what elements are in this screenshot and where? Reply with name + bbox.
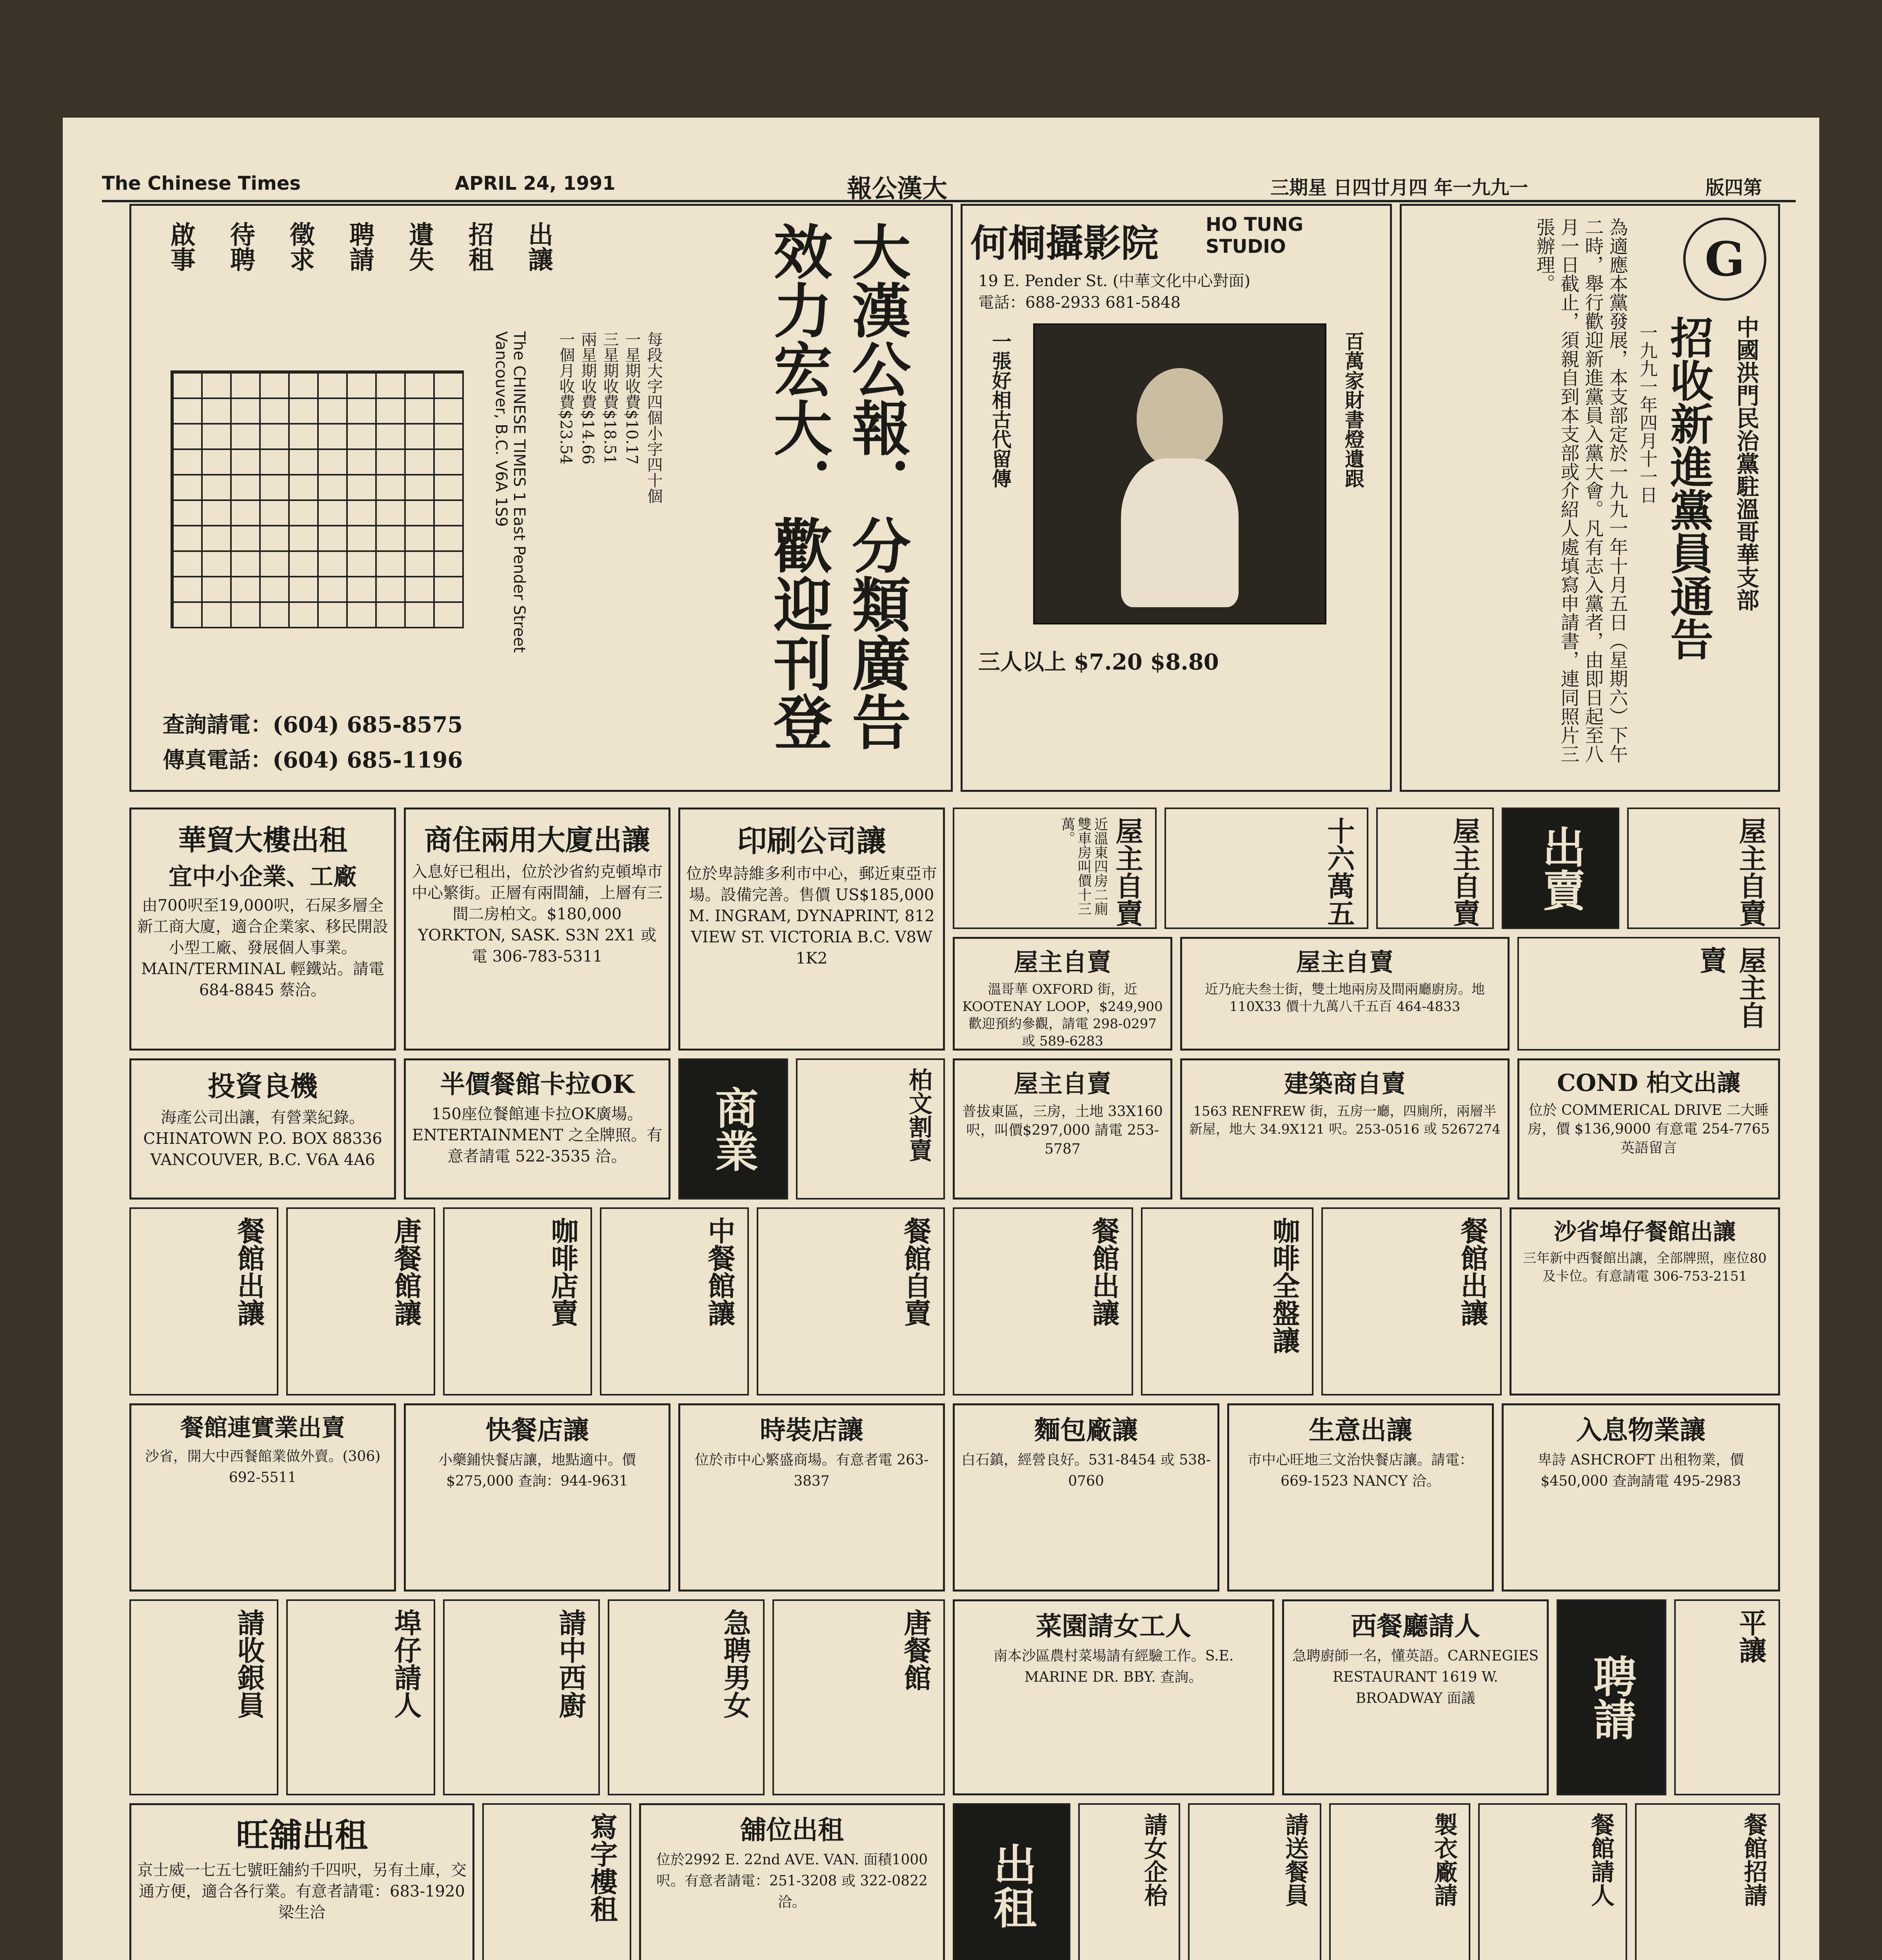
small-ad	[772, 1599, 945, 1795]
portrait-face	[1137, 368, 1223, 470]
ad-title: 麵包廠讓	[1034, 1415, 1138, 1445]
small-ad	[482, 1803, 631, 1960]
section-label-hiring	[1557, 1599, 1666, 1795]
small-ad	[1478, 1803, 1627, 1960]
small-ad-title: 咖啡全盤讓	[1268, 1217, 1301, 1354]
rate-line: 每段大字四個小字四十個	[645, 331, 663, 504]
small-ad	[129, 1599, 278, 1795]
ad-title: 旺舖出租	[236, 1816, 368, 1855]
mid-ad	[1517, 1058, 1780, 1200]
photo-caption-left: 一張好相古代留傳	[989, 331, 1012, 488]
studio-ad	[961, 204, 1392, 792]
mid-ad	[1180, 1058, 1510, 1200]
issue-date: APRIL 24, 1991	[455, 172, 616, 194]
small-ad	[953, 1207, 1133, 1396]
studio-prices: 三人以上 $7.20 $8.80	[978, 649, 1219, 675]
notice-date: 一九九一年四月十一日	[1637, 323, 1658, 504]
ad-body: 急聘廚師一名，懂英語。CARNEGIES RESTAURANT 1619 W. BROADWAY 面議	[1292, 1648, 1539, 1706]
ad-title: COND 柏文出讓	[1557, 1069, 1740, 1097]
section-label-rent	[953, 1803, 1070, 1960]
ad-title: 入息物業讓	[1576, 1415, 1706, 1445]
row3-ad	[953, 1403, 1219, 1592]
ad-body: 京士威一七五七號旺舖約千四呎，另有土庫，交通方便，適合各行業。有意者請電：683-1920 梁生洽	[137, 1861, 467, 1922]
ad-title: 屋主自賣	[1014, 948, 1111, 976]
ad-title: 菜園請女工人	[1036, 1611, 1191, 1641]
chinese-title: 報公漢大	[847, 174, 947, 203]
ad-title: 生意出讓	[1309, 1415, 1412, 1445]
studio-address: 19 E. Pender St. (中華文化中心對面)	[978, 272, 1251, 290]
section-label-text: 聘請	[1586, 1654, 1637, 1740]
small-ad-title: 屋主自賣	[1111, 817, 1144, 927]
section-label-text: 出賣	[1535, 825, 1586, 911]
section-label-text: 商業	[708, 1086, 759, 1172]
party-notice	[1400, 204, 1780, 792]
ad-title: 餐館連實業出賣	[180, 1414, 345, 1442]
category-label: 待聘	[226, 221, 255, 272]
row3-ad	[1227, 1403, 1494, 1592]
small-ad-title: 餐館招請	[1740, 1813, 1768, 1907]
small-ad-title: 十六萬五	[1323, 817, 1355, 927]
category-label: 聘請	[345, 221, 374, 272]
ad-body: 近乃庇夫叁士街，雙土地兩房及間兩廳廚房。地 110X33 價十九萬八千五百 464-4833	[1205, 982, 1485, 1014]
rate-line: 三星期收費$18.51	[601, 331, 619, 465]
ad-body: 1563 RENFREW 街，五房一廳，四廁所，兩層半新屋，地大 34.9X121 呎。253-0516 或 5267274	[1189, 1103, 1501, 1137]
ad-karaoke	[404, 1058, 670, 1200]
ad-body: 卑詩 ASHCROFT 出租物業，價$450,000 查詢請電 495-2983	[1537, 1452, 1744, 1489]
ad-body: 南本沙區農村菜場請有經驗工作。S.E. MARINE DR. BBY. 查詢。	[993, 1648, 1234, 1685]
mid-ad	[1180, 937, 1510, 1051]
ad-body: 溫哥華 OXFORD 街，近 KOOTENAY LOOP，$249,900 歡迎預約參觀，請電 298-0297 或 589-6283	[962, 982, 1163, 1049]
ad-title: 屋主自賣	[1296, 948, 1393, 976]
category-label: 遺失	[405, 221, 434, 272]
section-label-business	[678, 1058, 788, 1200]
ad-title: 投資良機	[208, 1070, 318, 1102]
portrait-beard	[1121, 458, 1239, 607]
chinese-date: 三期星 日四廿月四 年一九九一	[1270, 177, 1528, 199]
category-label: 啟事	[166, 221, 196, 272]
ad-dual-building	[404, 808, 670, 1051]
small-ad	[1078, 1803, 1180, 1960]
ad-title: 沙省埠仔餐館出讓	[1553, 1218, 1736, 1245]
ad-trade-building	[129, 808, 396, 1051]
section-label-sale	[1502, 808, 1619, 929]
small-ad-title: 寫字樓租	[586, 1813, 618, 1922]
small-ad-title: 唐餐館	[899, 1609, 932, 1691]
rate-line: 兩星期收費$14.66	[579, 331, 597, 465]
ad-title: 屋主自賣	[1014, 1069, 1111, 1098]
rate-line: 一個月收費$23.54	[557, 331, 575, 465]
row4-ad	[1282, 1599, 1549, 1795]
small-ad	[1627, 808, 1780, 929]
small-ad-title: 請送餐員	[1281, 1813, 1309, 1907]
promo-address: The CHINESE TIMES 1 East Pender Street Vancouver, B.C. V6A 1S9	[492, 331, 528, 653]
ad-title: 半價餐館卡拉OK	[440, 1070, 634, 1099]
small-ad-title: 餐館請人	[1587, 1813, 1615, 1907]
mid-ad	[953, 1058, 1172, 1200]
small-ad-title: 屋主自賣	[1448, 817, 1481, 927]
small-ad-title: 屋主自賣	[1735, 817, 1767, 927]
promo-fax: 傳真電話：(604) 685-1196	[163, 747, 463, 773]
small-ad	[1376, 808, 1494, 929]
ad-body: 海產公司出讓，有營業紀錄。CHINATOWN P.O. BOX 88336 VANCOUVER, B.C. V6A 4A6	[143, 1109, 382, 1169]
small-ad-title: 餐館出讓	[233, 1217, 265, 1327]
small-ad-title: 餐館出讓	[1456, 1217, 1489, 1327]
small-ad-title: 埠仔請人	[390, 1609, 422, 1719]
masthead	[102, 169, 1796, 202]
masonic-emblem-icon: G	[1683, 218, 1766, 301]
small-ad-title: 中餐館讓	[703, 1217, 736, 1327]
ad-printing	[678, 808, 945, 1051]
ad-body: 位於市中心繁盛商場。有意者電 263-3837	[694, 1452, 929, 1489]
classifieds-grid	[129, 204, 1780, 1960]
small-ad	[1321, 1207, 1502, 1396]
row5-ad	[129, 1803, 474, 1960]
row3-ad	[678, 1403, 945, 1592]
small-ad-title: 唐餐館讓	[390, 1217, 422, 1327]
row4-ad	[953, 1599, 1274, 1795]
small-ad	[757, 1207, 945, 1396]
promo-title-2: 效力宏大．歡迎刊登	[763, 221, 832, 751]
small-ad-title: 餐館出讓	[1088, 1217, 1120, 1327]
small-ad	[129, 1207, 278, 1396]
mid-ad	[1510, 1207, 1780, 1396]
small-ad	[600, 1207, 749, 1396]
ad-title: 快餐店讓	[485, 1415, 589, 1445]
small-ad-title: 屋主自賣	[1695, 946, 1767, 1029]
ad-title: 時裝店讓	[760, 1415, 863, 1445]
ad-body: 三年新中西餐館出讓，全部牌照，座位80及卡位。有意請電 306-753-2151	[1523, 1250, 1767, 1284]
ad-body: 白石鎮，經營良好。531-8454 或 538-0760	[961, 1452, 1211, 1489]
small-ad-title: 餐館自賣	[899, 1217, 932, 1327]
english-title: The Chinese Times	[102, 172, 301, 194]
ad-form-grid	[171, 370, 464, 628]
small-ad	[1329, 1803, 1470, 1960]
studio-name-en: HO TUNG STUDIO	[1206, 214, 1303, 258]
ad-body: 位於卑詩維多利市中心，郵近東亞市場。設備完善。售價 US$185,000 M. INGRAM, DYNAPRINT, 812 VIEW ST. VICTORIA B.C. V8W 1K2	[686, 865, 937, 967]
small-ad	[286, 1207, 435, 1396]
ad-body: 位於 COMMERICAL DRIVE 二大睡房，價 $136,9000 有意電 254-7765 英語留言	[1528, 1102, 1770, 1156]
promo-phone: 查詢請電：(604) 685-8575	[163, 712, 463, 738]
mid-ad	[953, 937, 1172, 1051]
small-ad-title: 請中西廚	[554, 1609, 587, 1719]
small-ad	[1188, 1803, 1321, 1960]
notice-title: 招收新進黨員通告	[1663, 316, 1714, 661]
photo-caption-right: 百萬家財書燈遺跟	[1342, 331, 1365, 488]
ad-body: 市中心旺地三文治快餐店讓。請電：669-1523 NANCY 洽。	[1247, 1452, 1473, 1489]
ad-title: 舖位出租	[740, 1815, 844, 1845]
ad-subtitle: 宜中小企業、工廠	[169, 863, 357, 891]
row3-ad	[129, 1403, 396, 1592]
ad-title: 商住兩用大廈出讓	[424, 823, 650, 857]
ad-title: 建築商自賣	[1284, 1069, 1406, 1098]
rate-line: 一星期收費$10.17	[623, 331, 641, 465]
promo-ad	[129, 204, 953, 792]
promo-categories	[163, 221, 809, 272]
small-ad-title: 咖啡店賣	[547, 1217, 579, 1327]
small-ad-title: 平讓	[1735, 1609, 1767, 1664]
ad-title: 印刷公司讓	[737, 824, 886, 858]
section-label-text: 出租	[986, 1842, 1037, 1929]
ad-body: 入息好已租出，位於沙省約克頓埠市中心繁街。正層有兩間舖，上層有三間二房柏文。$180,000 YORKTON, SASK. S3N 2X1 或電 306-783-5311	[412, 863, 663, 965]
small-ad	[286, 1599, 435, 1795]
studio-phone: 電話：688-2933 681-5848	[978, 294, 1181, 312]
small-ad	[1674, 1599, 1780, 1795]
small-ad	[1164, 808, 1368, 929]
ad-title: 華貿大樓出租	[178, 823, 347, 857]
small-ad: 屋主自賣 近溫東四房二廁雙車房叫價十三萬。	[953, 808, 1157, 929]
small-ad	[1141, 1207, 1313, 1396]
row3-ad	[404, 1403, 670, 1592]
small-ad: 柏文割賣	[796, 1058, 945, 1200]
small-ad-title: 請女企枱	[1140, 1813, 1168, 1907]
small-ad	[1517, 937, 1780, 1051]
row3-ad	[1502, 1403, 1780, 1592]
category-label: 徵求	[285, 221, 315, 272]
ad-body: 小藥鋪快餐店讓，地點適中。價$275,000 查詢：944-9631	[438, 1452, 636, 1489]
small-ad	[1635, 1803, 1780, 1960]
portrait-photo	[1033, 323, 1326, 624]
notice-body: 為適應本黨發展，本支部定於一九九一年十月五日（星期六）下午二時，舉行歡迎新進黨員入黨大會。凡有志入黨者，由即日起至八月一日截止，須親自到本支部或介紹人處填寫申請書，連同照片三張辦理。	[1533, 218, 1628, 763]
studio-name: 何桐攝影院	[970, 221, 1159, 265]
promo-title-1: 大漢公報．分類廣告	[842, 221, 911, 751]
small-ad	[443, 1599, 600, 1795]
small-ad	[443, 1207, 592, 1396]
page-number: 版四第	[1706, 177, 1762, 199]
category-label: 出讓	[524, 221, 553, 272]
small-ad-title: 請收銀員	[233, 1609, 265, 1719]
ad-investment	[129, 1058, 396, 1200]
ad-body: 位於2992 E. 22nd AVE. VAN. 面積1000呎。有意者請電：251-3208 或 322-0822 洽。	[656, 1852, 928, 1910]
promo-rates	[555, 331, 665, 645]
small-ad-title: 急聘男女	[719, 1609, 752, 1719]
ad-body: 沙省，開大中西餐館業做外賣。(306) 692-5511	[145, 1448, 381, 1486]
ad-body: 由700呎至19,000呎，石屎多層全新工商大廈，適合企業家、移民開設小型工廠、發展個人事業。MAIN/TERMINAL 輕鐵站。請電 684-8845 蔡洽。	[137, 897, 388, 999]
ad-body: 普拔東區，三房，土地 33X160 呎，叫價$297,000 請電 253-5787	[962, 1103, 1163, 1157]
row5-ad	[639, 1803, 945, 1960]
category-label: 招租	[464, 221, 494, 272]
ad-title: 西餐廳請人	[1351, 1611, 1480, 1641]
ad-body: 150座位餐館連卡拉OK廣場。ENTERTAINMENT 之全牌照。有意者請電 522-3535 洽。	[412, 1105, 663, 1165]
small-ad-title: 製衣廠請	[1430, 1813, 1458, 1907]
small-ad	[608, 1599, 765, 1795]
notice-org: 中國洪門民治黨駐溫哥華支部	[1733, 316, 1759, 611]
